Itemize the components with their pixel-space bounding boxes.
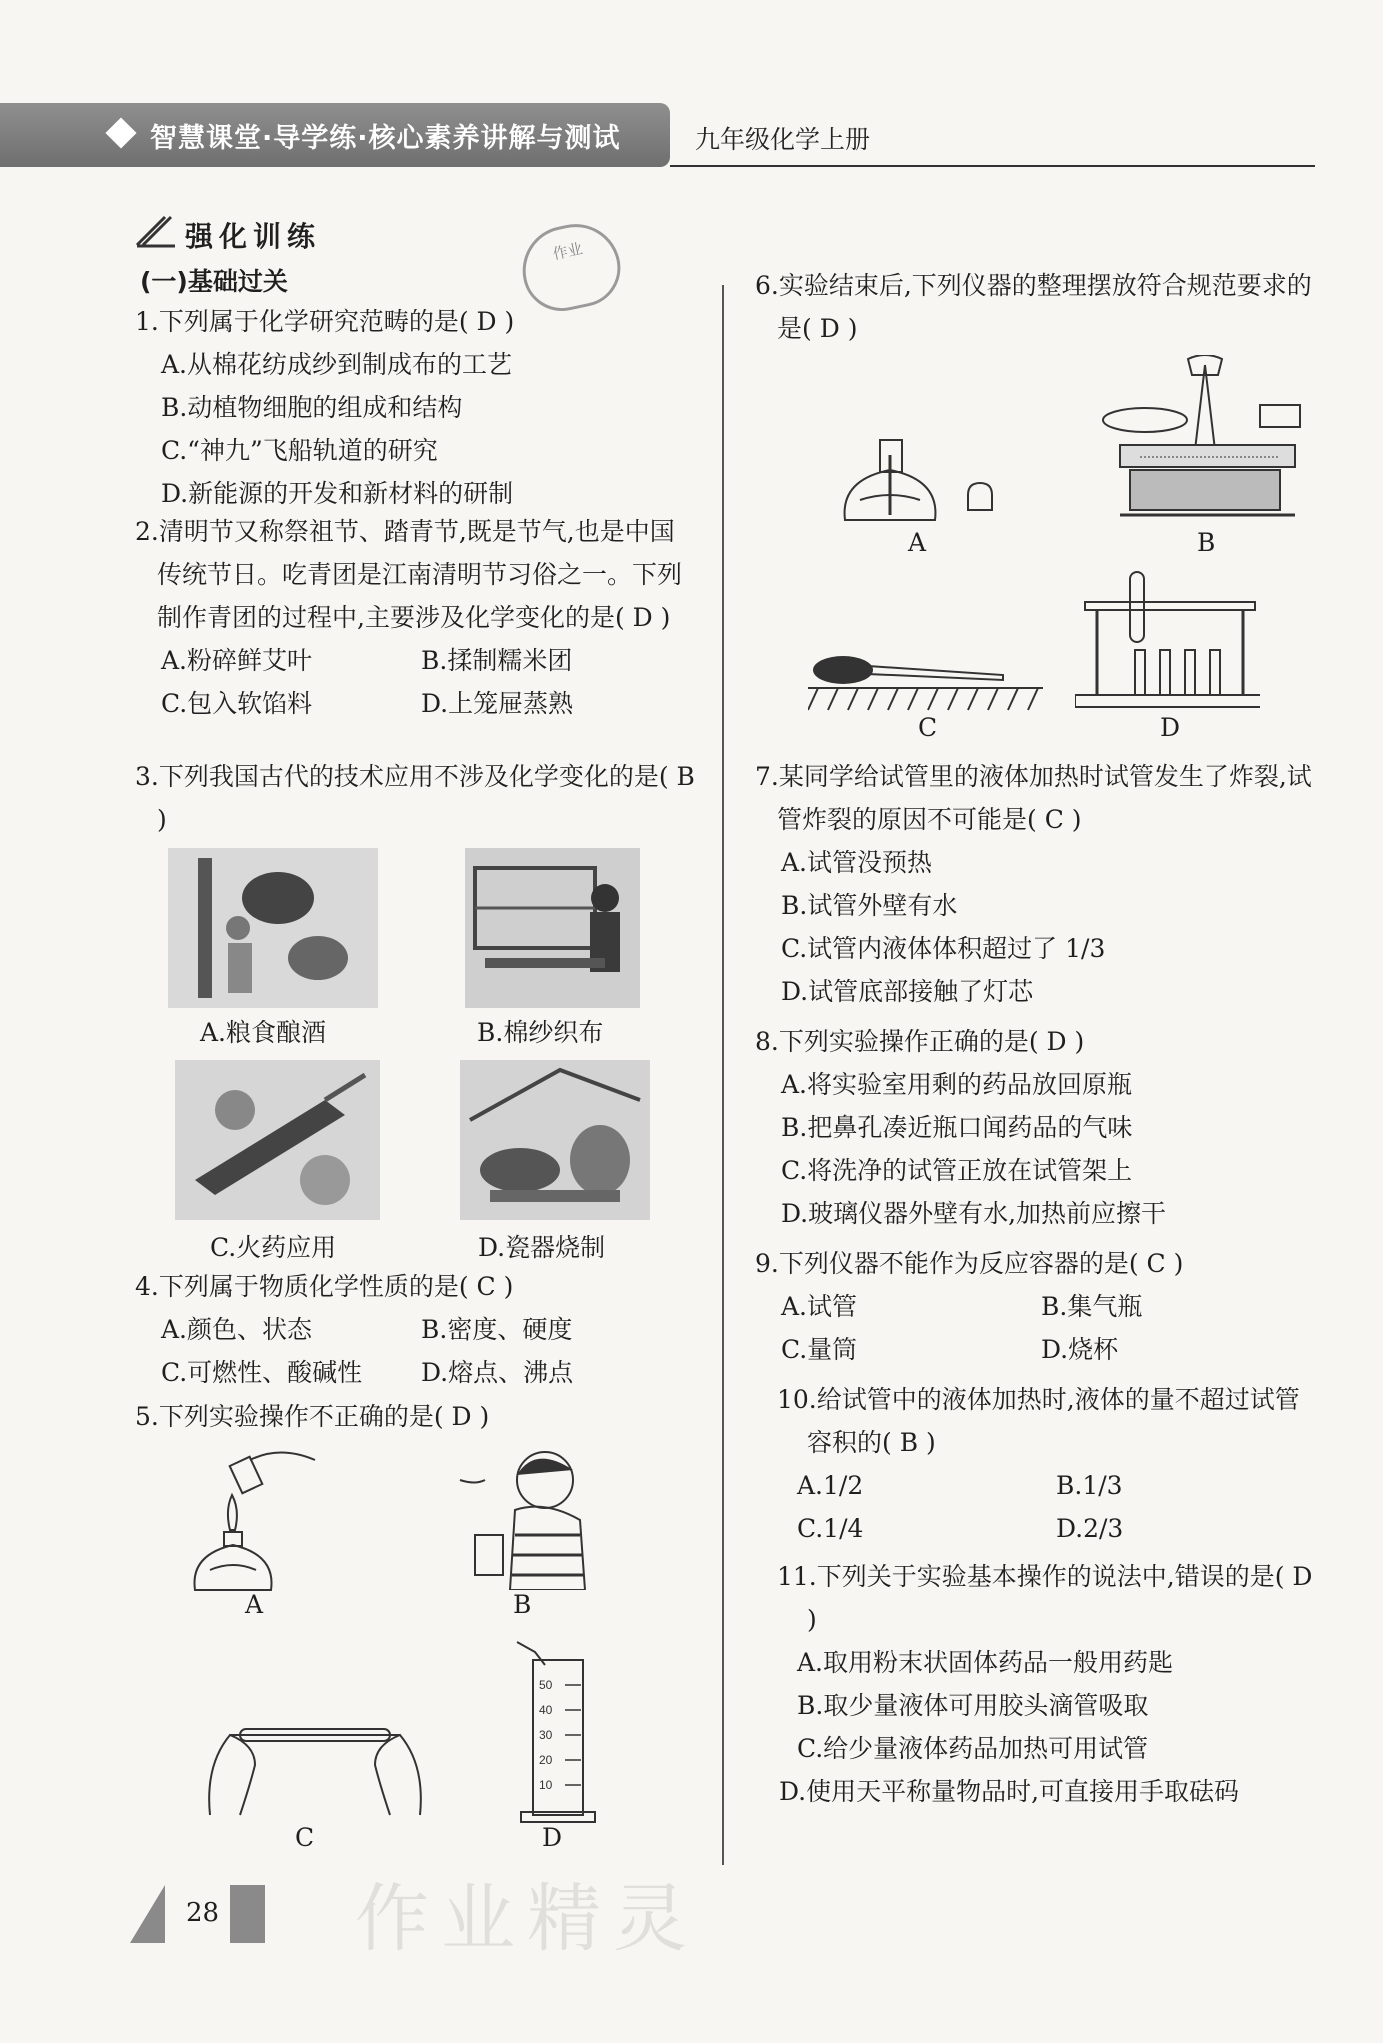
option: A.1/2 [797, 1471, 864, 1500]
option-caption: B [513, 1590, 532, 1619]
option: C.试管内液体体积超过了 1/3 [781, 934, 1106, 963]
option: B.动植物细胞的组成和结构 [161, 393, 463, 422]
option: D.上笼屉蒸熟 [421, 689, 574, 718]
option-caption: D [542, 1823, 563, 1852]
option-caption: B.棉纱织布 [477, 1018, 604, 1047]
question-5 [135, 1395, 695, 1438]
question-11 [755, 1555, 1315, 1813]
question-2 [135, 510, 695, 725]
option-caption: C.火药应用 [210, 1233, 337, 1262]
question-stem: 4.下列属于物质化学性质的是( C ) [135, 1272, 514, 1301]
tick-label: 20 [539, 1753, 553, 1767]
option: D.烧杯 [1041, 1335, 1119, 1364]
section-title: 强化训练 [185, 220, 322, 253]
option: B.取少量液体可用胶头滴管吸取 [797, 1691, 1149, 1720]
tick-label: 50 [539, 1678, 553, 1692]
option: B.试管外壁有水 [781, 891, 958, 920]
option: D.使用天平称量物品时,可直接用手取砝码 [779, 1777, 1240, 1806]
option: D.玻璃仪器外壁有水,加热前应擦干 [781, 1199, 1167, 1228]
tick-label: 10 [539, 1778, 553, 1792]
question-stem: 5.下列实验操作不正确的是( D ) [135, 1402, 490, 1431]
question-stem: 10.给试管中的液体加热时,液体的量不超过试管容积的( B ) [777, 1385, 1300, 1457]
option: A.试管 [781, 1292, 858, 1321]
question-9 [755, 1242, 1315, 1371]
option: B.密度、硬度 [421, 1315, 573, 1344]
options-row [135, 1351, 695, 1394]
question-stem: 3.下列我国古代的技术应用不涉及化学变化的是( B ) [135, 762, 695, 834]
options-row [755, 1464, 1315, 1507]
option: C.量筒 [781, 1335, 858, 1364]
options-row [135, 639, 695, 682]
alcohol-lamp-figure [840, 435, 1000, 530]
option: C.可燃性、酸碱性 [161, 1358, 363, 1387]
question-7 [755, 755, 1315, 1013]
option: A.从棉花纺成纱到制成布的工艺 [161, 350, 513, 379]
options-row [755, 1507, 1315, 1550]
graduated-cylinder-figure [515, 1640, 605, 1825]
page-number: 28 [186, 1898, 220, 1928]
option-caption: B [1197, 528, 1216, 557]
question-stem: 2.清明节又称祭祖节、踏青节,既是节气,也是中国传统节日。吃青团是江南清明节习俗之一。下列制作青团的过程中,主要涉及化学变化的是( D ) [135, 517, 683, 632]
option: B.集气瓶 [1041, 1292, 1143, 1321]
alcohol-lamp-lighting-figure [190, 1440, 330, 1595]
header-rule [670, 165, 1315, 167]
option: C.1/4 [797, 1514, 864, 1543]
tick-label: 30 [539, 1728, 553, 1742]
option: A.颜色、状态 [161, 1315, 313, 1344]
question-3 [135, 755, 695, 841]
column-divider [722, 285, 724, 1865]
question-1 [135, 300, 695, 515]
question-stem: 7.某同学给试管里的液体加热时试管发生了炸裂,试管炸裂的原因不可能是( C ) [755, 762, 1312, 834]
option: B.把鼻孔凑近瓶口闻药品的气味 [781, 1113, 1133, 1142]
book-title: 智慧课堂·导学练·核心素养讲解与测试 [150, 123, 621, 154]
gunpowder-image [175, 1060, 380, 1220]
balance-scale-figure [1100, 355, 1310, 525]
question-4 [135, 1265, 695, 1394]
option-caption: C [295, 1823, 315, 1852]
option: B.1/3 [1056, 1471, 1123, 1500]
options-row [135, 682, 695, 725]
tick-label: 40 [539, 1703, 553, 1717]
brewing-image [168, 848, 378, 1008]
option: D.试管底部接触了灯芯 [781, 977, 1034, 1006]
watermark: 作业精灵 [355, 1876, 699, 1962]
question-6 [755, 264, 1315, 350]
option: A.将实验室用剩的药品放回原瓶 [781, 1070, 1133, 1099]
test-tube-rack-figure [1075, 570, 1260, 710]
question-stem: 8.下列实验操作正确的是( D ) [755, 1027, 1085, 1056]
grade-label: 九年级化学上册 [695, 125, 871, 154]
question-stem: 6.实验结束后,下列仪器的整理摆放符合规范要求的是( D ) [755, 271, 1312, 343]
option: A.取用粉末状固体药品一般用药匙 [797, 1648, 1174, 1677]
question-8 [755, 1020, 1315, 1235]
option-caption: A.粮食酿酒 [200, 1018, 327, 1047]
question-stem: 1.下列属于化学研究范畴的是( D ) [135, 307, 515, 336]
weaving-image [465, 848, 640, 1008]
question-10 [755, 1378, 1315, 1550]
option: C.包入软馅料 [161, 689, 313, 718]
porcelain-image [460, 1060, 650, 1220]
homework-stamp: 作业 [514, 216, 627, 319]
option-caption: C [918, 713, 938, 742]
option-caption: D.瓷器烧制 [478, 1233, 606, 1262]
option: A.试管没预热 [781, 848, 933, 877]
question-stem: 11.下列关于实验基本操作的说法中,错误的是( D ) [777, 1562, 1313, 1634]
option: C.“神九”飞船轨道的研究 [161, 436, 438, 465]
smelling-gas-figure [455, 1440, 595, 1590]
option: D.2/3 [1056, 1514, 1124, 1543]
option: C.将洗净的试管正放在试管架上 [781, 1156, 1133, 1185]
option-caption: D [1160, 713, 1181, 742]
options-row [755, 1285, 1315, 1328]
pencil-ruler-icon [135, 213, 181, 249]
option: D.新能源的开发和新材料的研制 [161, 479, 514, 508]
option: B.揉制糯米团 [421, 646, 573, 675]
option: D.熔点、沸点 [421, 1358, 574, 1387]
question-stem: 9.下列仪器不能作为反应容器的是( C ) [755, 1249, 1184, 1278]
shaking-test-tube-figure [200, 1705, 430, 1825]
option: A.粉碎鲜艾叶 [161, 646, 313, 675]
dropper-figure [808, 640, 1048, 715]
options-row [755, 1328, 1315, 1371]
options-row [135, 1308, 695, 1351]
section-subtitle: (一)基础过关 [140, 267, 288, 296]
option: C.给少量液体药品加热可用试管 [797, 1734, 1149, 1763]
option-caption: A [908, 528, 927, 557]
option-caption: A [245, 1590, 264, 1619]
